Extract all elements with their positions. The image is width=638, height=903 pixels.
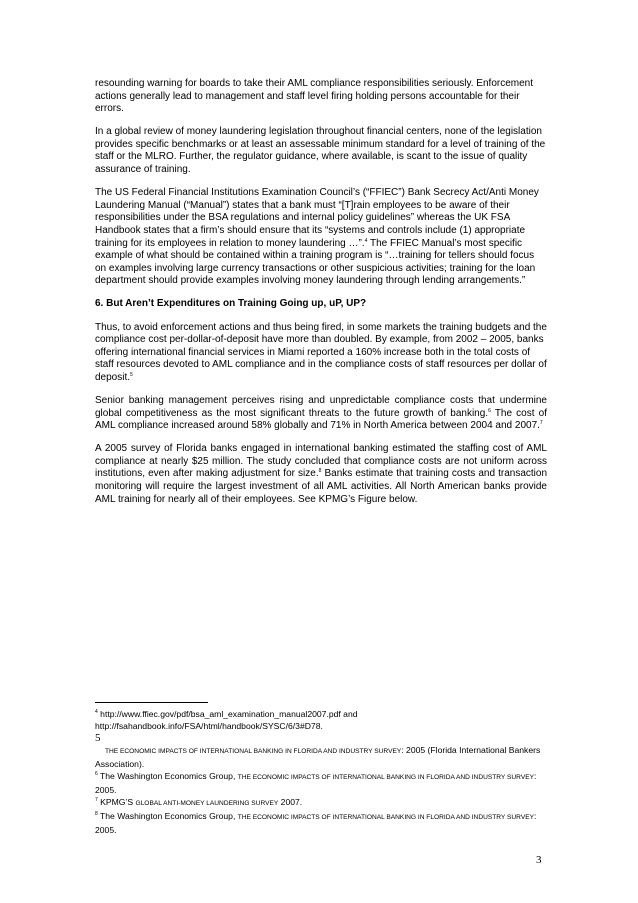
paragraph-text: The US Federal Financial Institutions Examination Council’s (“FFIEC”) Bank Secrecy Act/Anti Money Laundering Manual (“Manual”) states that a bank must “[T]rain employees to be aware of their responsibilities under the BSA regulations and internal policy guidelines” whereas the UK FSA Handbook states that a firm’s should ensure that its “systems and controls include (1) appropriate training for its employees in relation to money laundering …”. — [95, 187, 539, 249]
page-number: 3 — [536, 854, 542, 866]
section-heading: 6. But Aren’t Expenditures on Training Going up, uP, UP? — [95, 298, 367, 310]
footnote-text: GLOBAL ANTI-MONEY LAUNDERING SURVEY — [135, 800, 279, 807]
paragraph-text: In a global review of money laundering legislation throughout financial centers, none of the legislation provides specific benchmarks or at least an assessable minimum standard for a level of training of the staff or the MLRO. Further, the regulator guidance, where available, is scant to the issue of quality assurance of training. — [95, 126, 546, 176]
footnotes — [95, 708, 547, 836]
footnote-text: The Washington Economics Group, — [97, 771, 238, 781]
footnote-text: : 2005. — [95, 811, 537, 835]
footnote-number: 6 — [95, 771, 98, 777]
paragraph — [95, 126, 547, 176]
paragraph — [95, 395, 547, 433]
paragraph-text: Thus, to avoid enforcement actions and thus being fired, in some markets the training budgets and the compliance cost per-dollar-of-deposit have more than doubled. By example, from 2002 – 2005, banks offering international financial services in Miami reported a 160% increase both in the total costs of staff resources devoted to AML compliance and in the compliance costs of staff resources per dollar of deposit. — [95, 321, 547, 383]
paragraph — [95, 187, 547, 288]
footnote-ref[interactable]: 5 — [130, 371, 133, 378]
footnote-ref[interactable]: 8 — [318, 468, 322, 475]
footnote-ref[interactable]: 7 — [539, 420, 543, 427]
paragraph-text: resounding warning for boards to take their AML compliance responsibilities seriously. Enforcement actions generally lead to management and staff level firing holding persons accountable for their errors. — [95, 78, 533, 115]
footnote — [95, 770, 547, 796]
paragraph-text: The cost of AML compliance increased around 58% globally and 71% in North America between 2004 and 2007. — [95, 407, 547, 432]
footnote-text: KPMG’S — [97, 797, 136, 807]
footnote-text: 2007. — [278, 797, 303, 807]
footnote-number: 5 — [95, 732, 101, 744]
footnote-text: THE ECONOMIC IMPACTS OF INTERNATIONAL BANKING IN FLORIDA AND INDUSTRY SURVEY — [105, 748, 402, 755]
footnote-ref[interactable]: 6 — [488, 407, 491, 414]
footnote-text[interactable]: http://www.ffiec.gov/pdf/bsa_aml_examination_manual2007.pdf and http://fsahandbook.info/FSA/html/handbook/SYSC/6/3#D78. — [95, 709, 358, 731]
paragraph — [95, 78, 547, 116]
paragraph — [95, 322, 547, 385]
footnote-number: 8 — [95, 811, 98, 817]
footnote — [95, 810, 547, 836]
paragraph-text: Banks estimate that training costs and transaction monitoring will require the largest investment of all AML activities. All North American banks provide AML training for nearly all of their employees. See KPMG’s Figure below. — [95, 468, 548, 505]
footnote-number: 7 — [95, 797, 98, 803]
footnote — [95, 708, 547, 732]
paragraph-text: The FFIEC Manual’s most specific example of what should be contained within a training program is “…training for tellers should focus on examples involving large currency transactions or other suspicious activities; training for the loan department should provide examples involving money laundering through lending arrangements.” — [95, 237, 536, 287]
footnote-text: The Washington Economics Group, — [97, 811, 238, 821]
footnote-text: THE ECONOMIC IMPACTS OF INTERNATIONAL BANKING IN FLORIDA AND INDUSTRY SURVEY — [237, 774, 535, 781]
footnote — [95, 796, 547, 810]
body-text — [95, 78, 547, 517]
footnote — [95, 732, 547, 770]
footnote-number: 4 — [95, 709, 98, 715]
paragraph-text: A 2005 survey of Florida banks engaged in international banking estimated the staffing cost of AML compliance at nearly $25 million. The study concluded that compliance costs are not uniform across institutions, even after making adjustment for size. — [95, 443, 547, 480]
footnote-text: THE ECONOMIC IMPACTS OF INTERNATIONAL BANKING IN FLORIDA AND INDUSTRY SURVEY — [237, 814, 535, 821]
footnote-separator — [95, 702, 208, 703]
paragraph-text: Senior banking management perceives rising and unpredictable compliance costs that undermine global competitiveness as the most significant threats to the future growth of banking. — [95, 394, 547, 419]
paragraph — [95, 443, 547, 506]
footnote-text: : 2005. — [95, 771, 537, 795]
footnote-text: : 2005 (Florida International Bankers Association). — [95, 745, 541, 769]
footnote-ref[interactable]: 4 — [364, 237, 368, 244]
